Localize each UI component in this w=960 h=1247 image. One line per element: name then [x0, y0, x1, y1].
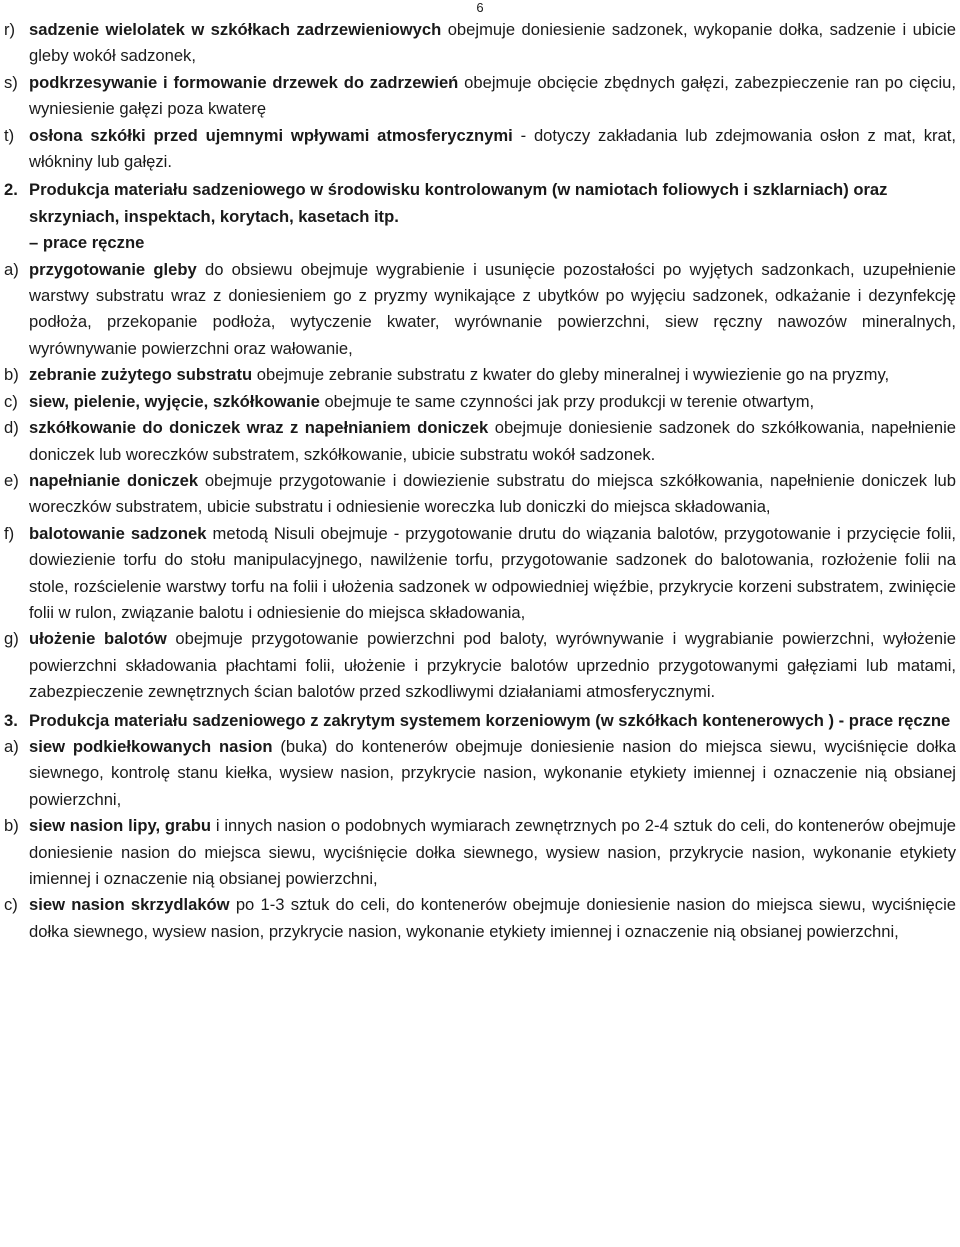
page-number: 6 — [476, 0, 484, 15]
section-3-heading — [4, 708, 956, 734]
section-2-items — [4, 257, 956, 706]
list-marker: t) — [4, 125, 15, 145]
list-marker: c) — [4, 391, 18, 411]
list-marker: a) — [4, 259, 19, 279]
list-item — [4, 70, 956, 123]
item-description: - dotyczy zakładania lub zdejmowania osłon z mat, krat, włókniny lub gałęzi. — [29, 125, 956, 172]
list-item — [4, 123, 956, 176]
list-item — [4, 257, 956, 363]
section-title: Produkcja materiału sadzeniowego w środowisku kontrolowanym (w namiotach foliowych i szklarniach) oraz skrzyniach, inspektach, korytach, kasetach itp. — [29, 180, 888, 226]
item-description: obejmuje przygotowanie i dowiezienie substratu do miejsca szkółkowania, napełnienie doniczek lub woreczków substratem, ubicie substratu i odniesienie woreczka lub doniczki do miejsca składowania, — [29, 470, 956, 517]
list-marker: f) — [4, 523, 15, 543]
list-item — [4, 813, 956, 892]
list-item — [4, 17, 956, 70]
item-description: metodą Nisuli obejmuje - przygotowanie drutu do wiązania balotów, przygotowanie i przycięcie folii, dowiezienie torfu do stołu manipulacyjnego, nawilżenie torfu, przygotowanie sadzonek do balotowania, rozłożenie folii na stole, rozścielenie warstwy torfu na folii i ułożenia sadzonek w odpowiedniej więźbie, przykrycie korzeni substratem, zwinięcie folii w rulon, związanie balotu i odniesienie do miejsca składowania, — [29, 523, 957, 622]
list-marker: e) — [4, 470, 19, 490]
list-marker: c) — [4, 895, 18, 915]
list-item — [4, 521, 956, 627]
item-term: zebranie zużytego substratu — [29, 365, 253, 385]
section-2-subtitle: – prace ręczne — [29, 233, 145, 253]
list-item — [4, 468, 956, 521]
item-term: siew nasion skrzydlaków — [29, 895, 230, 915]
item-description: obejmuje przygotowanie powierzchni pod baloty, wyrównywanie i wygrabianie powierzchni, wyłożenie powierzchni składowania płachtami folii, ułożenie i przykrycie balotów uprzednio przygotowanymi gałęziami lub matami, zabezpieczenie zewnętrznych ścian balotów przed szkodliwymi działaniami atmosferycznymi. — [29, 629, 956, 702]
item-description: obejmuje obcięcie zbędnych gałęzi, zabezpieczenie ran po cięciu, wyniesienie gałęzi poza kwaterę — [29, 72, 956, 119]
list-marker: d) — [4, 418, 19, 438]
document-body — [4, 17, 956, 945]
item-description: obejmuje te same czynności jak przy produkcji w terenie otwartym, — [319, 391, 815, 411]
item-description: i innych nasion o podobnych wymiarach zewnętrznych po 2-4 sztuk do celi, do kontenerów obejmuje doniesienie nasion do miejsca siewu, wyciśnięcie dołka siewnego, wysiew nasion, przykrycie nasion, wykonanie etykiety imiennej i oznaczenie nią obsianej powierzchni, — [29, 816, 956, 888]
section-2-heading — [4, 177, 956, 230]
item-term: siew podkiełkowanych nasion — [29, 736, 273, 756]
item-term: podkrzesywanie i formowanie drzewek do zadrzewień — [29, 72, 459, 92]
item-term: balotowanie sadzonek — [29, 523, 207, 543]
section-title: Produkcja materiału sadzeniowego z zakrytym systemem korzeniowym (w szkółkach kontenerowych ) - prace ręczne — [29, 710, 951, 730]
list-marker: s) — [4, 72, 18, 92]
list-item — [4, 389, 956, 415]
list-item — [4, 892, 956, 945]
item-description: obejmuje doniesienie sadzonek do szkółkowania, napełnienie doniczek lub woreczków substratem, szkółkowanie, ubicie substratu wokół sadzonek. — [29, 418, 956, 464]
item-term: ułożenie balotów — [29, 629, 167, 649]
item-term: przygotowanie gleby — [29, 259, 197, 279]
list-marker: a) — [4, 736, 19, 756]
item-description: obejmuje doniesienie sadzonek, wykopanie dołka, sadzenie i ubicie gleby wokół sadzonek, — [29, 20, 956, 66]
item-list-continued — [4, 17, 956, 175]
section-number: 3. — [4, 710, 18, 730]
section-number: 2. — [4, 180, 18, 200]
item-term: siew, pielenie, wyjęcie, szkółkowanie — [29, 391, 320, 411]
list-marker: g) — [4, 629, 19, 649]
item-term: szkółkowanie do doniczek wraz z napełnianiem doniczek — [29, 418, 489, 438]
list-marker: b) — [4, 365, 19, 385]
section-3-items — [4, 734, 956, 945]
item-term: sadzenie wielolatek w szkółkach zadrzewieniowych — [29, 20, 442, 39]
item-description: (buka) do kontenerów obejmuje doniesienie nasion do miejsca siewu, wyciśnięcie dołka siewnego, kontrolę stanu kiełka, wysiew nasion, przykrycie nasion, wykonanie etykiety imiennej i oznaczenie nią obsianej powierzchni, — [29, 736, 956, 809]
list-item — [4, 734, 956, 813]
item-term: siew nasion lipy, grabu — [29, 816, 212, 836]
item-term: osłona szkółki przed ujemnymi wpływami atmosferycznymi — [29, 125, 513, 145]
item-description: do obsiewu obejmuje wygrabienie i usunięcie pozostałości po wyjętych sadzonkach, uzupełnienie warstwy substratu wraz z doniesieniem go z pryzmy wynikające z ubytków po wyjęciu sadzonek, odkażanie i dezynfekcję podłoża, przekopanie podłoża, wytyczenie kwater, wyrównanie powierzchni, siew ręczny nawozów mineralnych, wyrównywanie powierzchni oraz wałowanie, — [29, 259, 956, 358]
list-marker: r) — [4, 20, 16, 39]
item-description: obejmuje zebranie substratu z kwater do gleby mineralnej i wywiezienie go na pryzmy, — [252, 365, 890, 385]
list-marker: b) — [4, 816, 19, 836]
list-item — [4, 626, 956, 705]
item-description: po 1-3 sztuk do celi, do kontenerów obejmuje doniesienie nasion do miejsca siewu, wyciśnięcie dołka siewnego, wysiew nasion, przykrycie nasion, wykonanie etykiety imiennej i oznaczenie nią obsianej powierzchni, — [29, 895, 956, 941]
list-item — [4, 415, 956, 468]
item-term: napełnianie doniczek — [29, 470, 199, 490]
list-item — [4, 362, 956, 388]
